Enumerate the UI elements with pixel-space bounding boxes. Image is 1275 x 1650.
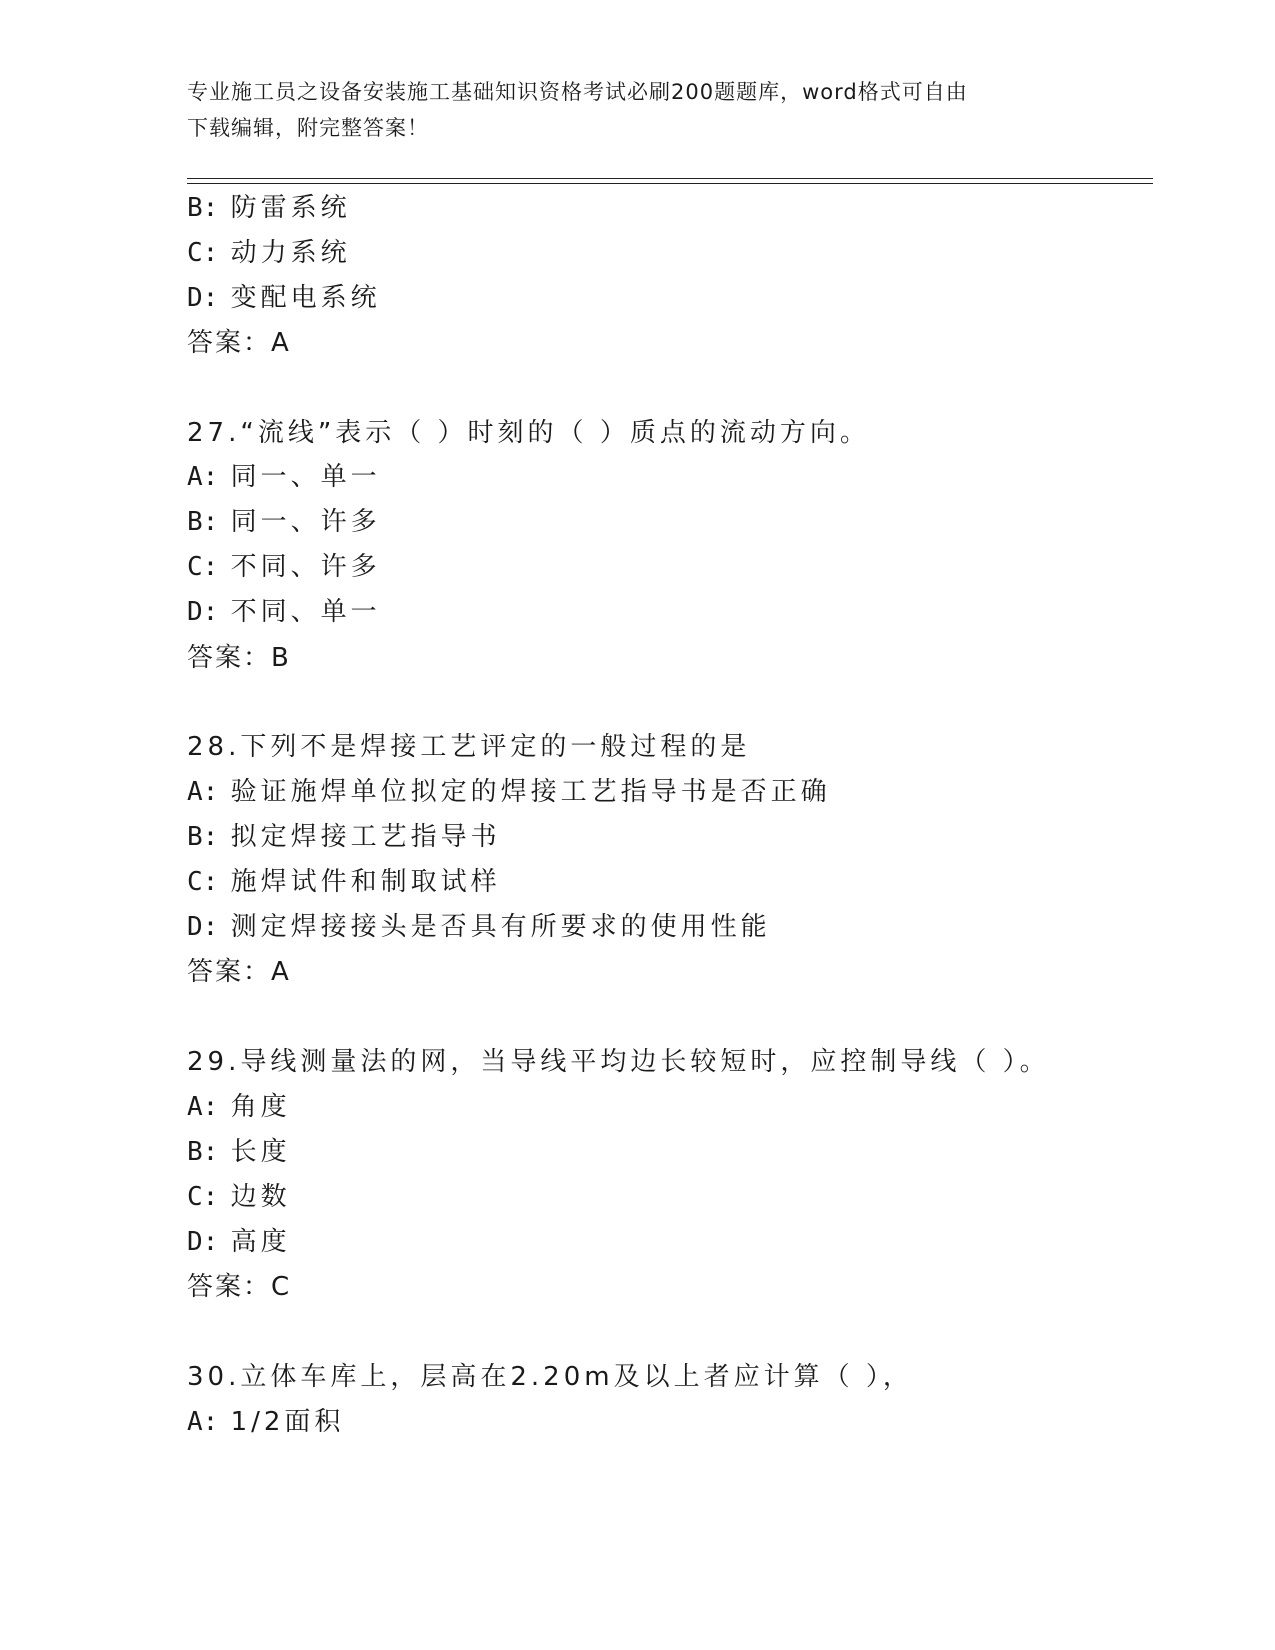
- option-text: 不同、许多: [230, 552, 381, 582]
- option-text: 同一、许多: [230, 507, 381, 537]
- answer-line: 答案：A: [187, 957, 291, 987]
- option-label: D:: [187, 1227, 219, 1257]
- option-text: 动力系统: [230, 238, 351, 268]
- option-text: 拟定焊接工艺指导书: [230, 822, 501, 852]
- option-text: 同一、单一: [230, 462, 381, 492]
- question-29: 29.导线测量法的网，当导线平均边长较短时，应控制导线（ ）。: [187, 1047, 1050, 1077]
- option-text: 施焊试件和制取试样: [230, 867, 501, 897]
- option-b: [187, 1137, 291, 1167]
- option-text: 验证施焊单位拟定的焊接工艺指导书是否正确: [230, 777, 831, 807]
- option-label: D:: [187, 912, 219, 942]
- option-text: 角度: [230, 1092, 291, 1122]
- option-label: D:: [187, 283, 219, 313]
- option-text: 变配电系统: [230, 283, 381, 313]
- option-label: A:: [187, 462, 219, 492]
- answer-line: 答案：B: [187, 643, 291, 673]
- option-b: [187, 822, 501, 852]
- option-c: [187, 867, 501, 897]
- option-a: [187, 1092, 291, 1122]
- option-label: B:: [187, 507, 219, 537]
- option-label: C:: [187, 867, 219, 897]
- option-label: C:: [187, 1182, 219, 1212]
- option-d: [187, 1227, 291, 1257]
- header-divider-top: [187, 178, 1153, 179]
- option-label: D:: [187, 597, 219, 627]
- option-text: 不同、单一: [230, 597, 381, 627]
- question-30: 30.立体车库上，层高在2.20m及以上者应计算（ ），: [187, 1362, 913, 1392]
- option-label: B:: [187, 1137, 219, 1167]
- option-label: C:: [187, 238, 219, 268]
- option-text: 长度: [230, 1137, 291, 1167]
- option-text: 防雷系统: [230, 193, 351, 223]
- option-b: [187, 507, 381, 537]
- option-c: [187, 552, 381, 582]
- header-title-line-1: 专业施工员之设备安装施工基础知识资格考试必刷200题题库，word格式可自由: [187, 80, 968, 104]
- answer-line: 答案：A: [187, 328, 291, 358]
- option-d: [187, 283, 381, 313]
- option-text: 边数: [230, 1182, 291, 1212]
- option-b: [187, 193, 351, 223]
- option-label: B:: [187, 193, 219, 223]
- question-27: 27.“流线”表示（ ）时刻的（ ）质点的流动方向。: [187, 418, 870, 448]
- option-label: A:: [187, 1092, 219, 1122]
- option-a: [187, 1407, 344, 1437]
- header-title-line-2: 下载编辑，附完整答案！: [187, 116, 429, 140]
- option-label: A:: [187, 1407, 219, 1437]
- option-label: A:: [187, 777, 219, 807]
- option-text: 高度: [230, 1227, 291, 1257]
- option-a: [187, 462, 381, 492]
- option-text: 1/2面积: [230, 1407, 345, 1437]
- option-d: [187, 597, 381, 627]
- option-text: 测定焊接接头是否具有所要求的使用性能: [230, 912, 771, 942]
- question-28: 28.下列不是焊接工艺评定的一般过程的是: [187, 732, 751, 762]
- header-divider-bottom: [187, 183, 1153, 184]
- document-header: [187, 74, 1087, 146]
- option-a: [187, 777, 831, 807]
- option-label: C:: [187, 552, 219, 582]
- option-d: [187, 912, 771, 942]
- answer-line: 答案：C: [187, 1272, 292, 1302]
- option-c: [187, 1182, 291, 1212]
- option-c: [187, 238, 351, 268]
- option-label: B:: [187, 822, 219, 852]
